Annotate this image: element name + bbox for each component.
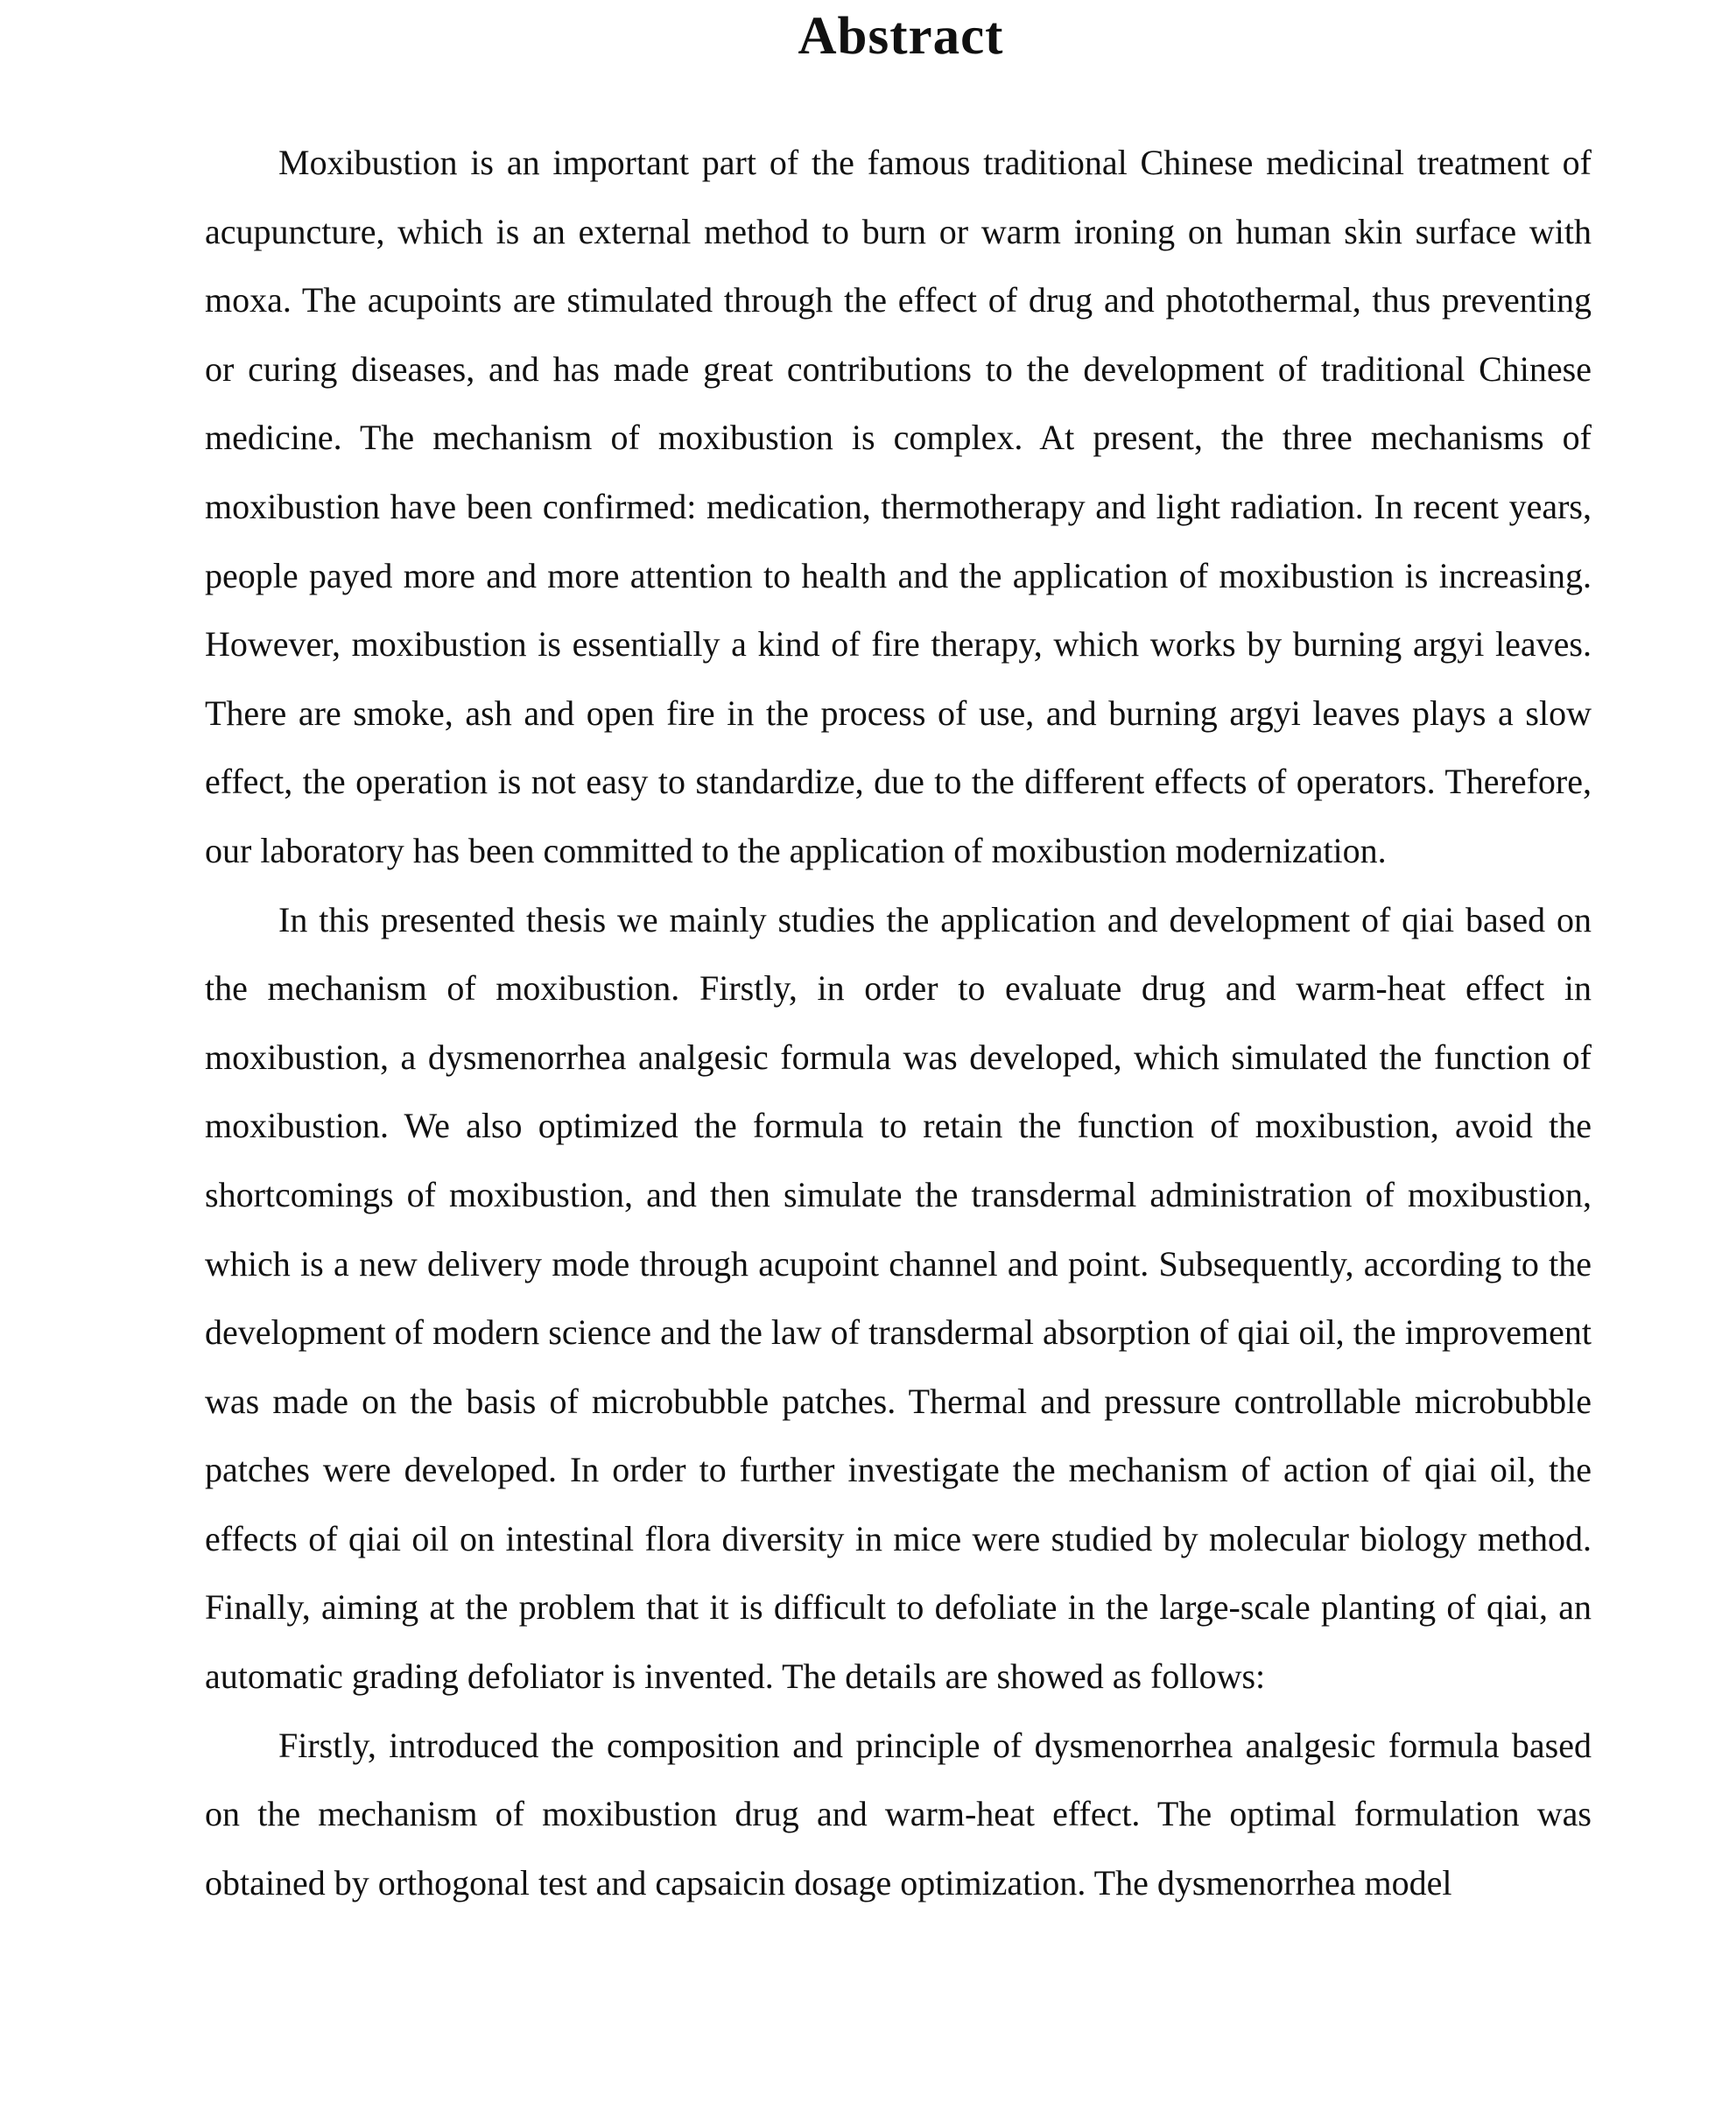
abstract-body	[205, 129, 1592, 1917]
page-title: Abstract	[798, 7, 1004, 66]
paragraph-2: In this presented thesis we mainly studies the application and development of qiai based on the mechanism of moxibustion. Firstly, in order to evaluate drug and warm-heat effect in moxibustion, a dysmenorrhea analgesic formula was developed, which simulated the function of moxibustion. We also optimized the formula to retain the function of moxibustion, avoid the shortcomings of moxibustion, and then simulate the transdermal administration of moxibustion, which is a new delivery mode through acupoint channel and point. Subsequently, according to the development of modern science and the law of transdermal absorption of qiai oil, the improvement was made on the basis of microbubble patches. Thermal and pressure controllable microbubble patches were developed. In order to further investigate the mechanism of action of qiai oil, the effects of qiai oil on intestinal flora diversity in mice were studied by molecular biology method. Finally, aiming at the problem that it is difficult to defoliate in the large-scale planting of qiai, an automatic grading defoliator is invented. The details are showed as follows:	[205, 899, 1592, 1697]
paragraph-1: Moxibustion is an important part of the famous traditional Chinese medicinal treatment of acupuncture, which is an external method to burn or warm ironing on human skin surface with moxa. The acupoints are stimulated through the effect of drug and photothermal, thus preventing or curing diseases, and has made great contributions to the development of traditional Chinese medicine. The mechanism of moxibustion is complex. At present, the three mechanisms of moxibustion have been confirmed: medication, thermotherapy and light radiation. In recent years, people payed more and more attention to health and the application of moxibustion is increasing. However, moxibustion is essentially a kind of fire therapy, which works by burning argyi leaves. There are smoke, ash and open fire in the process of use, and burning argyi leaves plays a slow effect, the operation is not easy to standardize, due to the different effects of operators. Therefore, our laboratory has been committed to the application of moxibustion modernization.	[205, 143, 1592, 870]
paragraph-3: Firstly, introduced the composition and principle of dysmenorrhea analgesic formula based on the mechanism of moxibustion drug and warm-heat effect. The optimal formulation was obtained by orthogonal test and capsaicin dosage optimization. The dysmenorrhea model	[205, 1725, 1592, 1902]
